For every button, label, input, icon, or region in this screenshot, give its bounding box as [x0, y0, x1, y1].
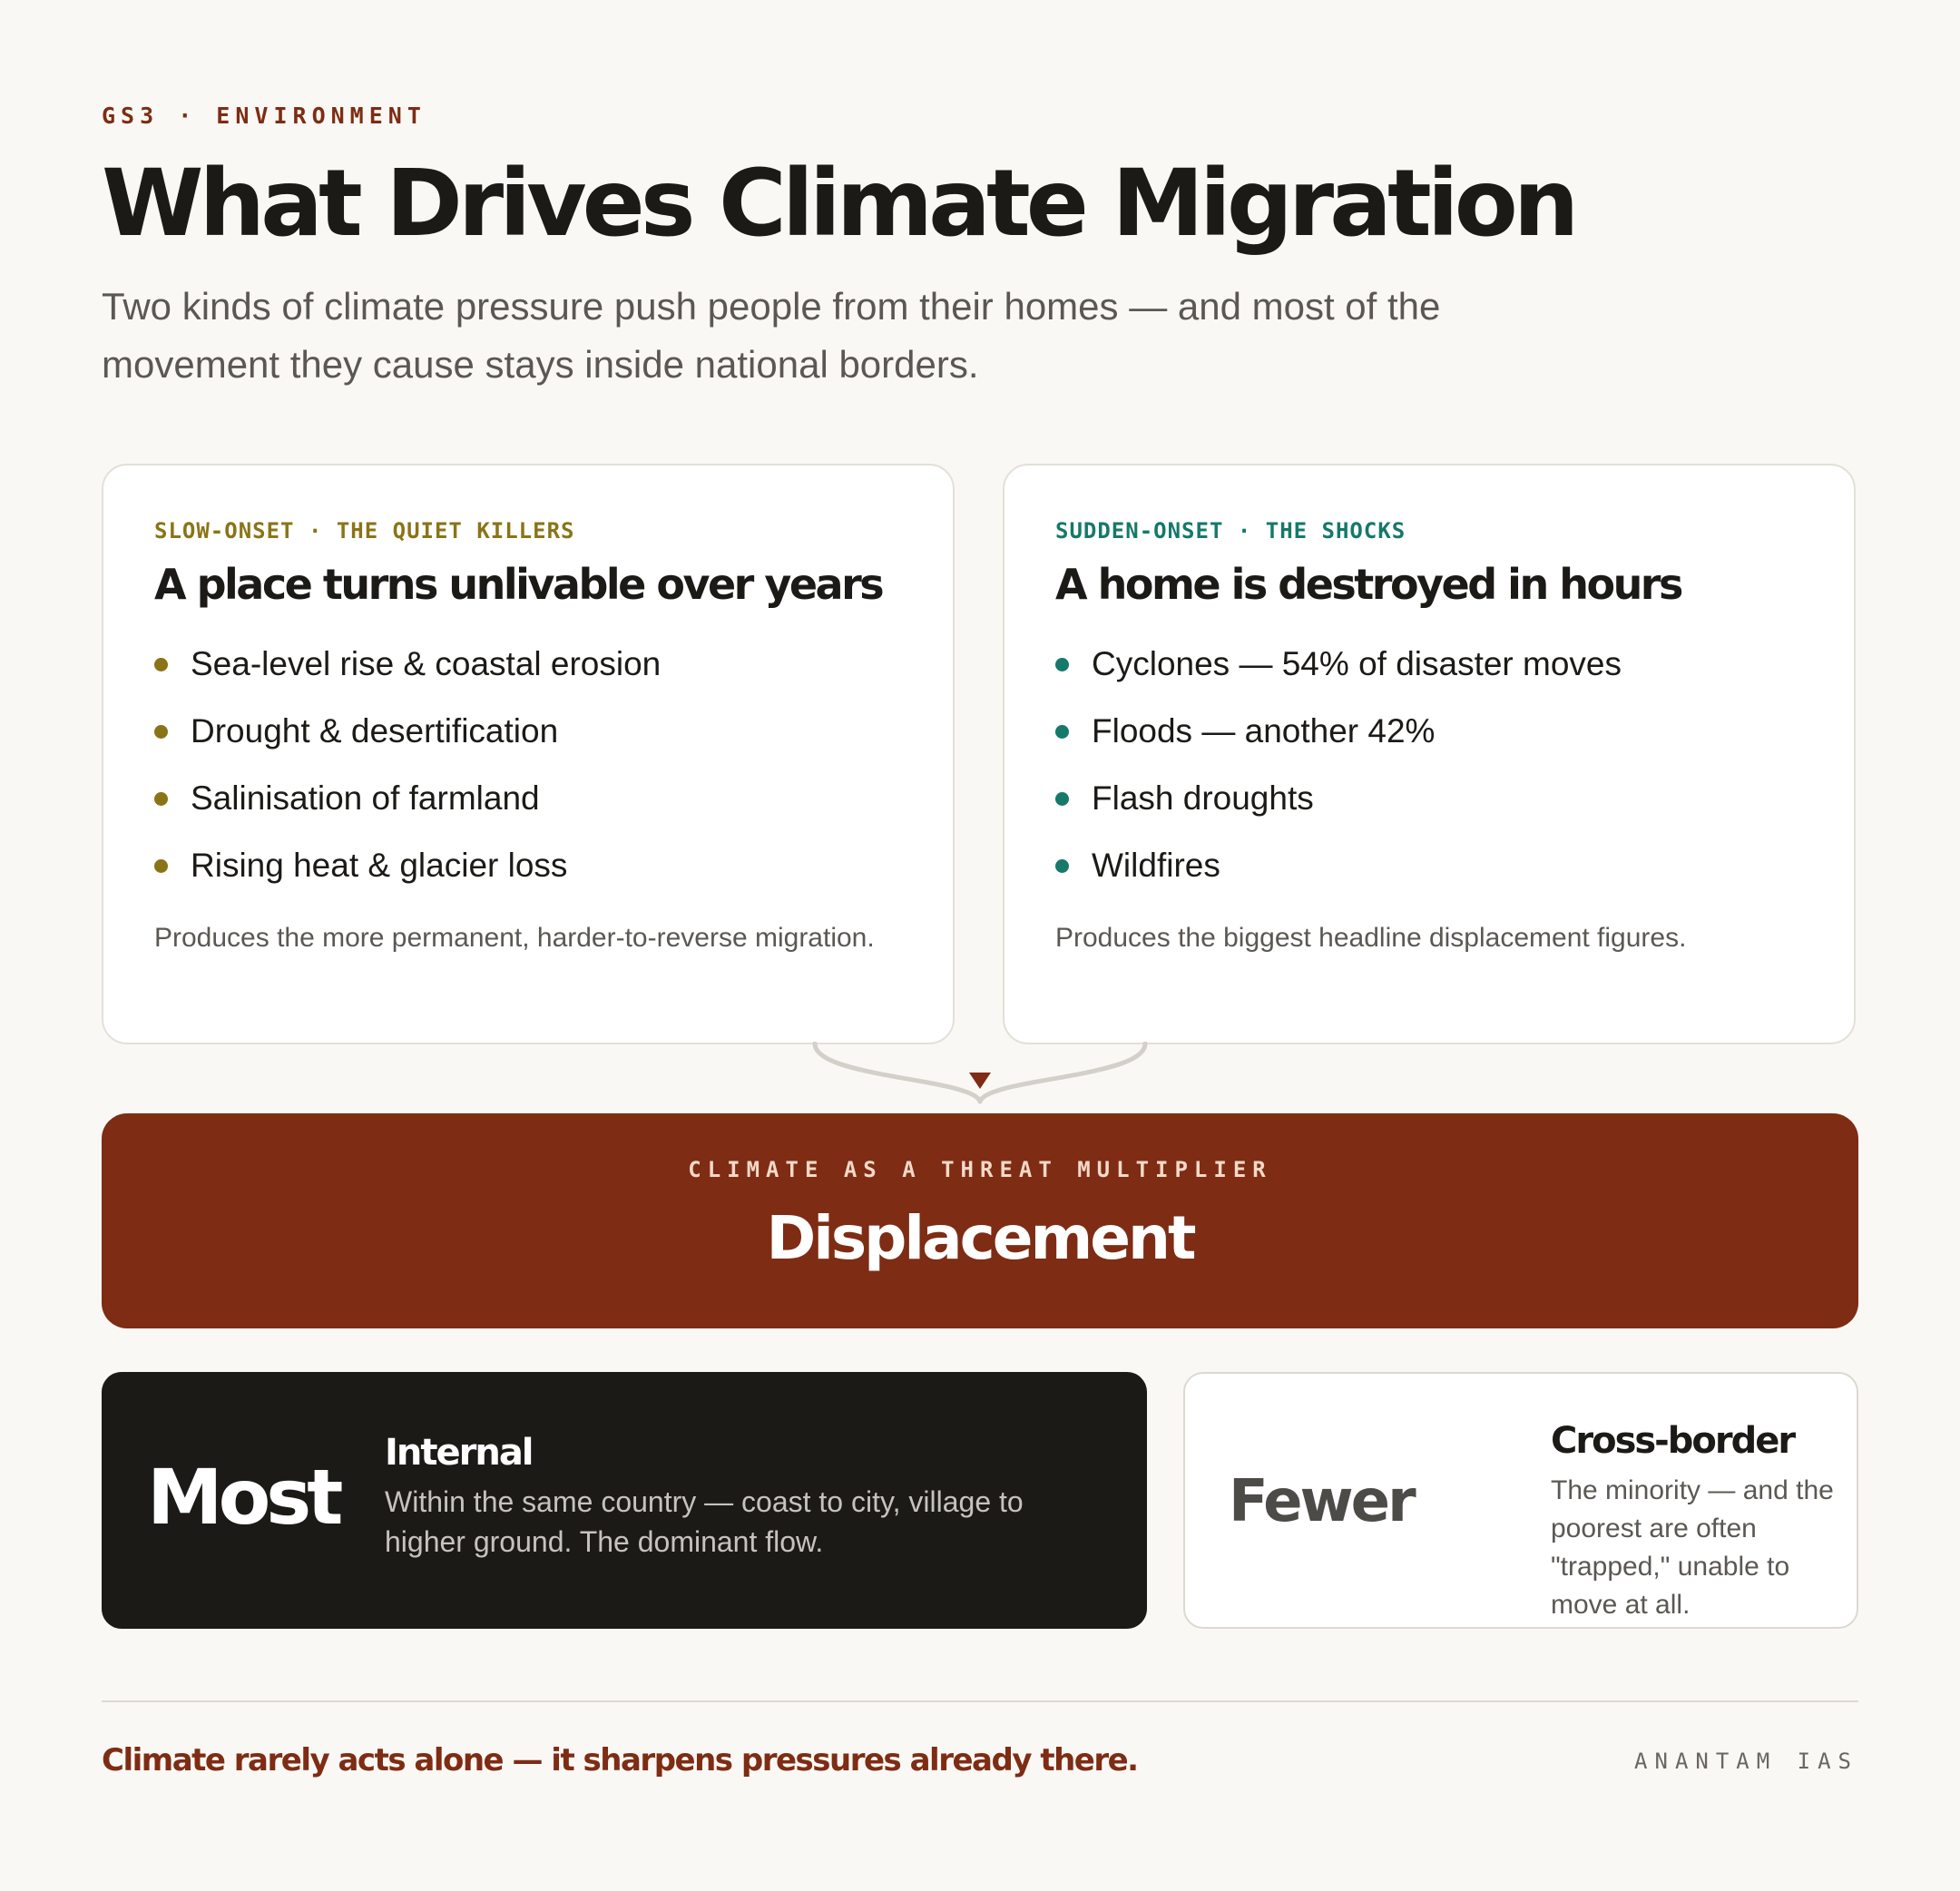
internal-flow-card [102, 1372, 1147, 1629]
bullet-dot-icon [154, 725, 168, 739]
band-title: Displacement [766, 1203, 1194, 1273]
sudden-onset-list [1055, 631, 1803, 899]
cross-border-flow-card [1183, 1372, 1858, 1629]
cross-border-share-label: Fewer [1229, 1468, 1414, 1535]
infographic [102, 0, 1858, 1891]
bullet-dot-icon [1055, 792, 1069, 806]
bullet-dot-icon [154, 792, 168, 806]
bullet-dot-icon [154, 859, 168, 873]
list-item [154, 765, 902, 832]
left-branch-line [815, 1043, 980, 1102]
band-eyebrow: CLIMATE AS A THREAT MULTIPLIER [688, 1157, 1272, 1182]
footer-divider [102, 1700, 1858, 1702]
sudden-onset-eyebrow: SUDDEN-ONSET · THE SHOCKS [1055, 518, 1406, 544]
sudden-onset-title: A home is destroyed in hours [1055, 560, 1681, 609]
cross-border-description: The minority — and the poorest are often "trapped," unable to move at all. [1551, 1475, 1834, 1620]
list-item-label: Flash droughts [1092, 779, 1314, 817]
list-item [1055, 631, 1803, 698]
bullet-dot-icon [154, 658, 168, 671]
page-title: What Drives Climate Migration [102, 150, 1575, 258]
list-item [1055, 698, 1803, 765]
internal-title: Internal [385, 1432, 533, 1474]
list-item-label: Wildfires [1092, 847, 1220, 884]
converging-connector [102, 1042, 1858, 1114]
list-item [154, 631, 902, 698]
list-item-label: Sea-level rise & coastal erosion [191, 645, 662, 682]
page-subtitle: Two kinds of climate pressure push people from their homes — and most of the movement they cause stays inside national borders. [102, 285, 1441, 386]
sudden-onset-card [1003, 464, 1856, 1044]
list-item-label: Rising heat & glacier loss [191, 847, 568, 884]
cross-border-title: Cross-border [1551, 1420, 1795, 1462]
slow-onset-title: A place turns unlivable over years [154, 560, 883, 609]
list-item-label: Drought & desertification [191, 712, 559, 750]
internal-share-label: Most [147, 1453, 339, 1542]
list-item [154, 832, 902, 899]
footer-tagline: Climate rarely acts alone — it sharpens pressures already there. [102, 1742, 1138, 1778]
slow-onset-note: Produces the more permanent, harder-to-reverse migration. [154, 923, 875, 953]
list-item-label: Salinisation of farmland [191, 779, 540, 817]
list-item [1055, 765, 1803, 832]
slow-onset-list [154, 631, 902, 899]
list-item [154, 698, 902, 765]
arrow-down-triangle-icon [969, 1073, 991, 1089]
slow-onset-card [102, 464, 955, 1044]
list-item-label: Floods — another 42% [1092, 712, 1436, 750]
bullet-dot-icon [1055, 658, 1069, 671]
brand-label: ANANTAM IAS [1634, 1749, 1858, 1774]
displacement-band [102, 1113, 1858, 1328]
internal-description: Within the same country — coast to city, village to higher ground. The dominant flow. [385, 1485, 1024, 1558]
list-item-label: Cyclones — 54% of disaster moves [1092, 645, 1622, 682]
slow-onset-eyebrow: SLOW-ONSET · THE QUIET KILLERS [154, 518, 575, 544]
bullet-dot-icon [1055, 725, 1069, 739]
sudden-onset-note: Produces the biggest headline displacement figures. [1055, 923, 1687, 953]
bullet-dot-icon [1055, 859, 1069, 873]
right-branch-line [980, 1043, 1145, 1102]
list-item [1055, 832, 1803, 899]
section-eyebrow: GS3 · ENVIRONMENT [102, 103, 426, 129]
